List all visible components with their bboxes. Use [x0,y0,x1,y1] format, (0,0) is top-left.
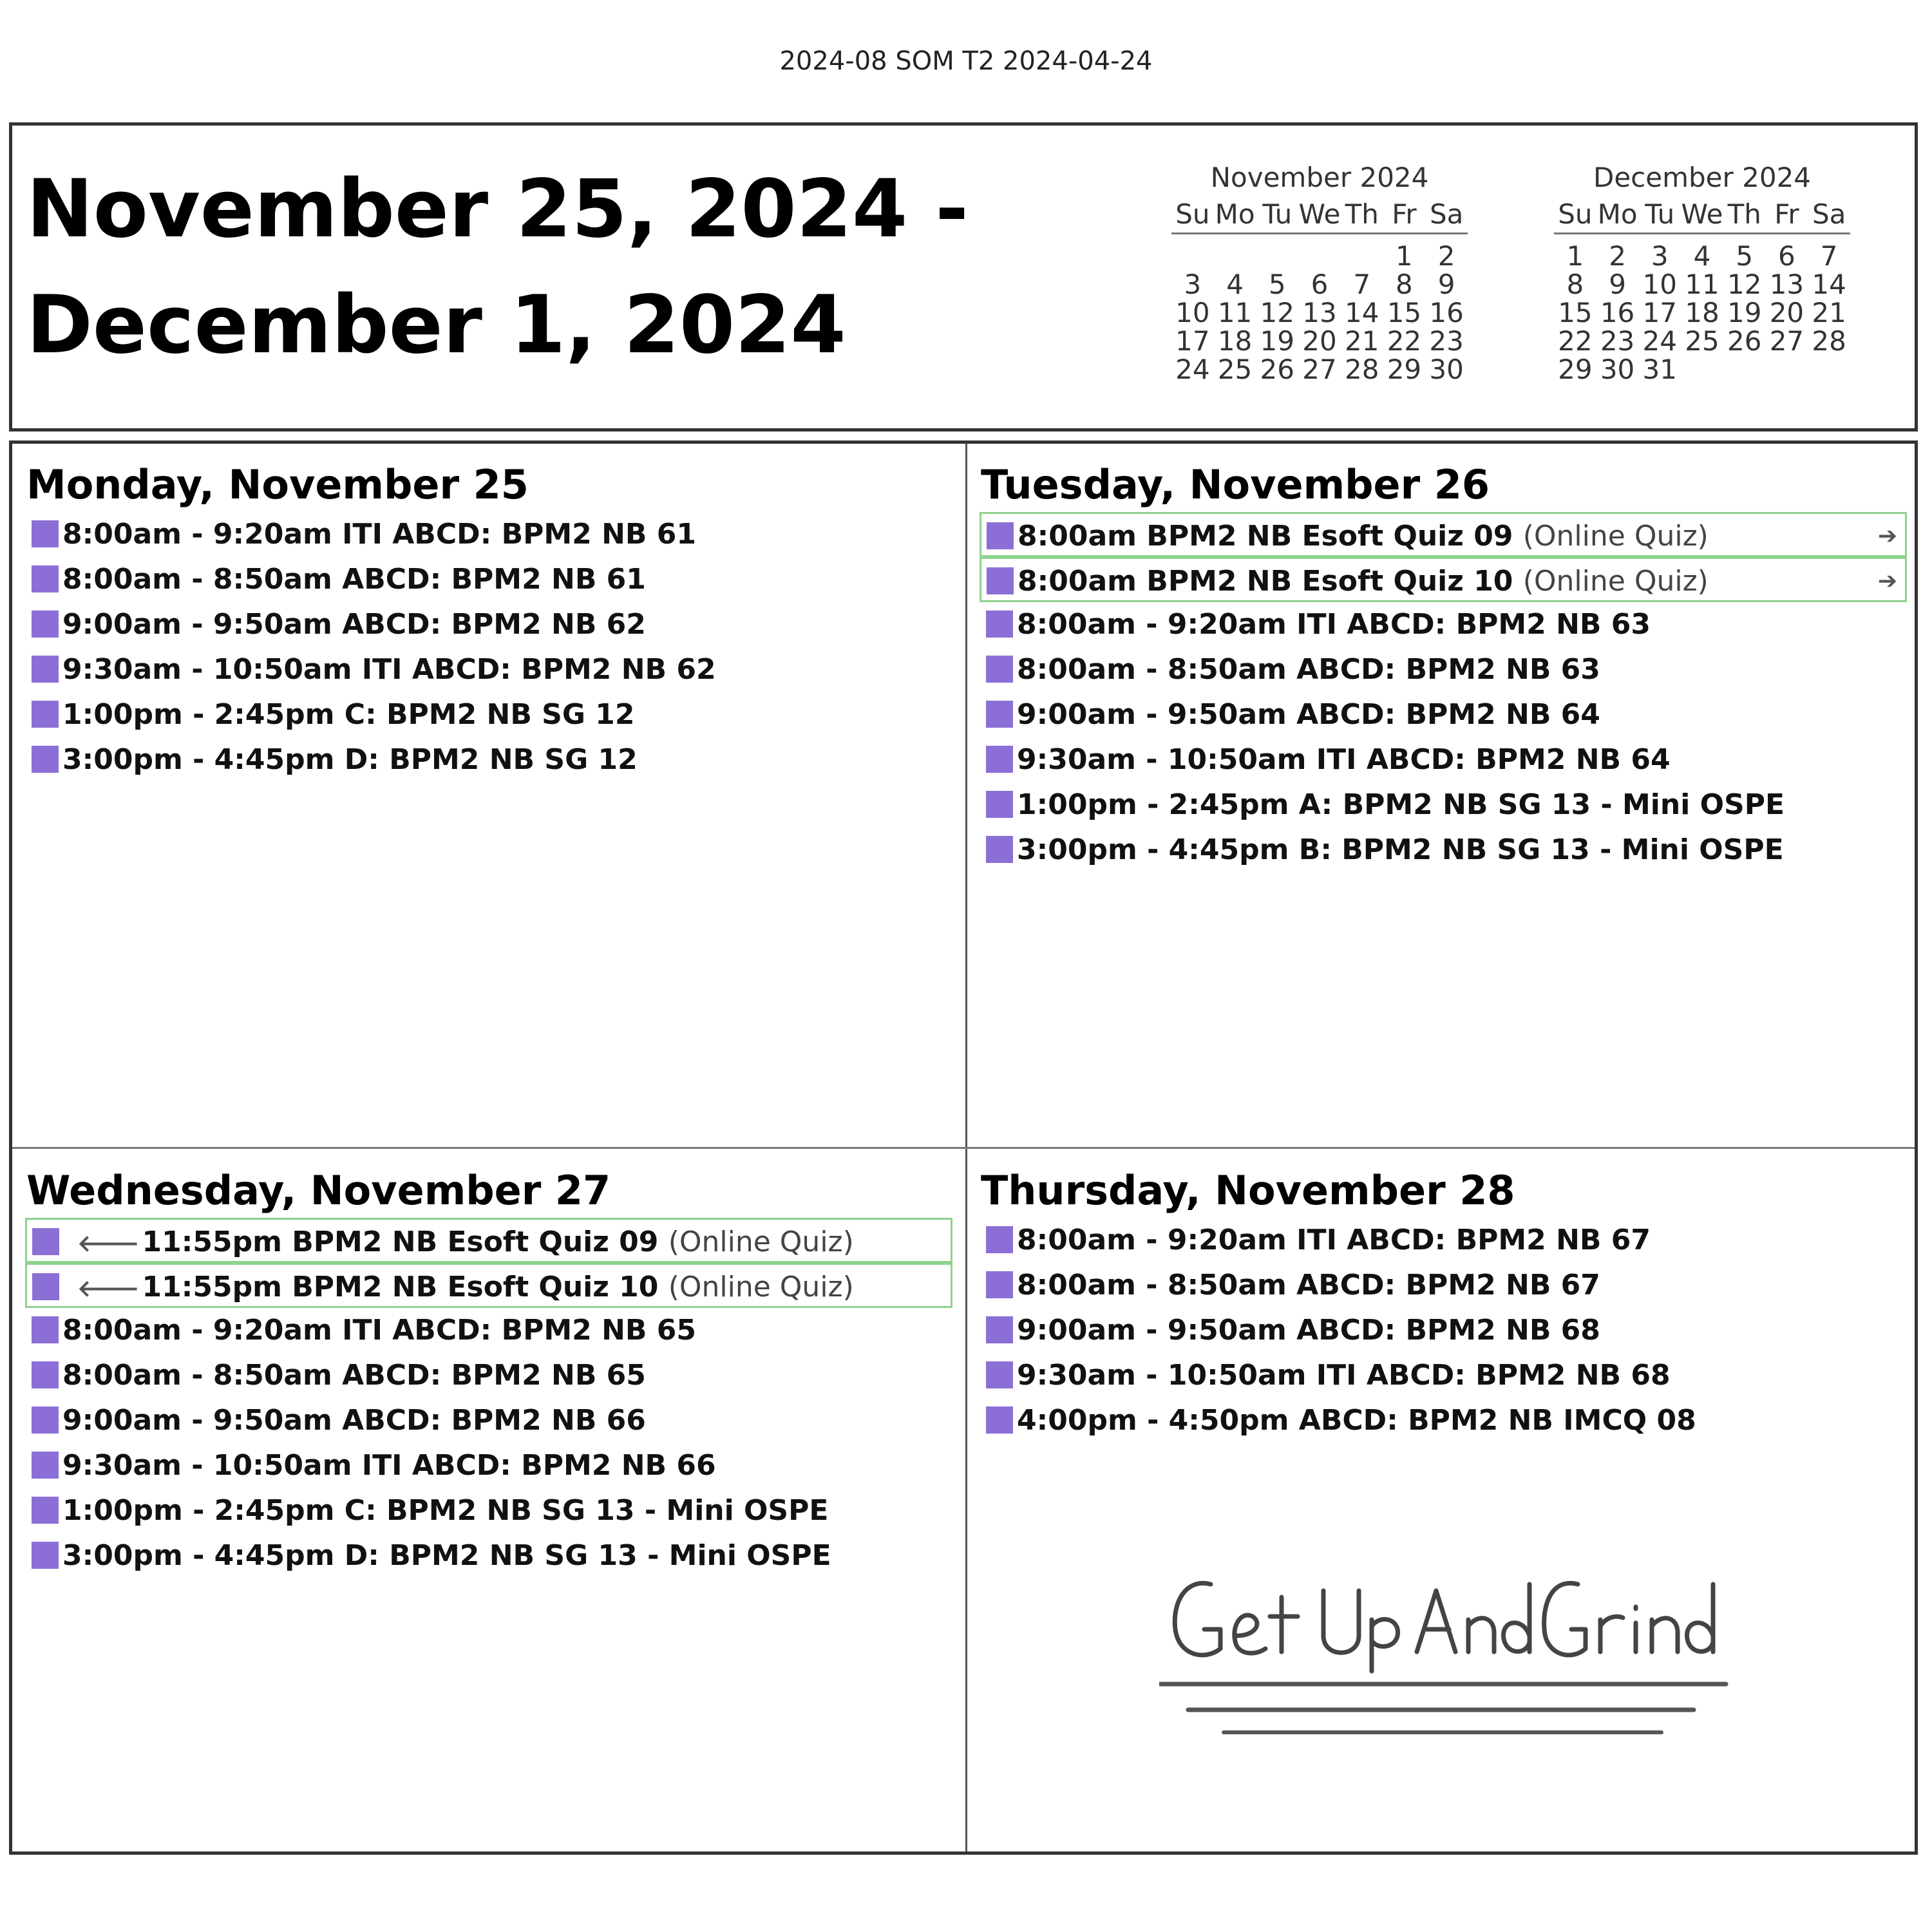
calendar-day: 19 [1260,325,1294,357]
category-color-square [986,656,1013,683]
event-text: 4:00pm - 4:50pm ABCD: BPM2 NB IMCQ 08 [1017,1404,1696,1437]
calendar-event[interactable] [980,828,1917,873]
calendar-day: 11 [1685,269,1719,300]
calendar-event[interactable] [25,1443,963,1488]
calendar-day: 4 [1226,269,1244,300]
calendar-day: 18 [1685,297,1719,328]
date-range-line-2: December 1, 2024 [26,279,846,372]
calendar-day: 5 [1268,269,1286,300]
category-color-square [32,746,59,773]
event-list [971,512,1917,873]
event-text: 11:55pm BPM2 NB Esoft Quiz 10 [142,1271,659,1303]
calendar-day: 21 [1344,325,1379,357]
event-text: 9:30am - 10:50am ITI ABCD: BPM2 NB 64 [1017,743,1671,776]
row-divider [12,1147,1915,1149]
calendar-event[interactable] [980,782,1917,828]
continued-arrow-icon: 🡐 [77,1276,140,1302]
weekday-label: Fr [1774,198,1799,230]
mini-calendar-november [1171,159,1468,384]
calendar-day: 7 [1820,240,1838,272]
day-wednesday [16,1164,963,1578]
calendar-day: 1 [1566,240,1584,272]
continues-arrow-icon: ➔ [1877,568,1897,594]
category-color-square [32,1316,59,1343]
calendar-day: 22 [1558,325,1593,357]
calendar-day: 25 [1217,354,1253,385]
calendar-day: 25 [1685,325,1719,357]
event-type-label: (Online Quiz) [1522,565,1709,598]
event-type-label: (Online Quiz) [1522,520,1709,553]
event-text: 8:00am - 8:50am ABCD: BPM2 NB 61 [62,563,646,596]
calendar-day: 3 [1184,269,1202,300]
event-text: 9:00am - 9:50am ABCD: BPM2 NB 62 [62,608,646,641]
day-title: Tuesday, November 26 [981,461,1490,508]
calendar-event[interactable] [25,647,963,692]
calendar-day: 27 [1302,354,1337,385]
calendar-day: 8 [1566,269,1584,300]
date-range-line-1: November 25, 2024 - [26,163,969,256]
day-monday [16,458,963,782]
header-panel [9,122,1918,431]
continued-arrow-icon: 🡐 [77,1231,140,1257]
category-color-square [32,1361,59,1388]
mini-calendar-weekdays [1171,196,1468,234]
event-text: 8:00am BPM2 NB Esoft Quiz 09 [1018,520,1513,553]
calendar-day: 9 [1609,269,1626,300]
mini-calendar-title: November 2024 [1210,162,1429,193]
calendar-day: 17 [1642,297,1677,328]
calendar-day: 27 [1769,325,1804,357]
calendar-day: 7 [1353,269,1371,300]
category-color-square [32,701,59,728]
calendar-event[interactable] [980,1263,1917,1308]
calendar-day: 3 [1651,240,1669,272]
weekday-label: Sa [1429,198,1464,230]
calendar-event[interactable] [980,1308,1917,1353]
event-text: 9:30am - 10:50am ITI ABCD: BPM2 NB 66 [62,1449,716,1482]
weekday-label: Tu [1645,198,1675,230]
event-list [971,1218,1917,1443]
event-text: 3:00pm - 4:45pm B: BPM2 NB SG 13 - Mini OSPE [1017,833,1784,866]
event-text: 8:00am BPM2 NB Esoft Quiz 10 [1018,565,1513,598]
mini-calendar-weekdays [1554,196,1850,234]
category-color-square [32,1228,59,1255]
calendar-day: 16 [1600,297,1635,328]
weekday-label: We [1681,198,1723,230]
weekday-label: Fr [1392,198,1417,230]
calendar-event[interactable] [25,557,963,602]
calendar-day: 12 [1260,297,1294,328]
category-color-square [32,1406,59,1434]
category-color-square [32,1452,59,1479]
calendar-day: 23 [1429,325,1464,357]
calendar-event[interactable] [25,1308,963,1353]
event-text: 9:00am - 9:50am ABCD: BPM2 NB 68 [1017,1314,1600,1347]
weekday-label: Tu [1262,198,1293,230]
calendar-event[interactable] [25,512,963,557]
calendar-day: 6 [1311,269,1329,300]
calendar-day: 10 [1642,269,1677,300]
calendar-day: 30 [1429,354,1464,385]
category-color-square [32,656,59,683]
calendar-day: 14 [1344,297,1379,328]
date-range-title [26,151,969,383]
calendar-day: 29 [1558,354,1593,385]
calendar-day: 26 [1727,325,1762,357]
category-color-square [32,611,59,638]
calendar-day: 23 [1600,325,1635,357]
calendar-day [1298,242,1341,270]
event-text: 8:00am - 9:20am ITI ABCD: BPM2 NB 63 [1017,608,1651,641]
calendar-day: 24 [1642,325,1677,357]
calendar-day: 2 [1609,240,1626,272]
mini-calendar-title: December 2024 [1593,162,1812,193]
calendar-day [1214,242,1256,270]
calendar-event[interactable] [25,1353,963,1398]
weekday-label: Mo [1597,198,1638,230]
category-color-square [32,520,59,547]
continues-arrow-icon: ➔ [1877,523,1897,549]
quiz-event[interactable] [980,557,1907,602]
print-header: 2024-08 SOM T2 2024-04-24 [779,46,1153,76]
calendar-day: 18 [1217,325,1253,357]
event-text: 8:00am - 9:20am ITI ABCD: BPM2 NB 67 [1017,1224,1651,1256]
event-text: 8:00am - 8:50am ABCD: BPM2 NB 63 [1017,653,1600,686]
calendar-day: 26 [1260,354,1294,385]
calendar-event[interactable] [25,737,963,782]
calendar-day: 13 [1769,269,1804,300]
weekday-label: Su [1558,198,1593,230]
calendar-event[interactable] [980,737,1917,782]
category-color-square [32,1497,59,1524]
calendar-day: 19 [1727,297,1762,328]
calendar-day: 15 [1387,297,1422,328]
calendar-day: 10 [1175,297,1210,328]
category-color-square [986,746,1013,773]
event-type-label: (Online Quiz) [668,1271,854,1303]
calendar-day: 17 [1175,325,1210,357]
calendar-day: 9 [1437,269,1455,300]
event-text: 8:00am - 8:50am ABCD: BPM2 NB 65 [62,1359,646,1392]
event-text: 9:00am - 9:50am ABCD: BPM2 NB 66 [62,1404,646,1437]
event-text: 1:00pm - 2:45pm A: BPM2 NB SG 13 - Mini OSPE [1017,788,1785,821]
calendar-event[interactable] [980,692,1917,737]
calendar-event[interactable] [980,1353,1917,1398]
category-color-square [32,565,59,592]
calendar-day: 28 [1344,354,1379,385]
calendar-day [1341,242,1383,270]
calendar-day: 20 [1302,325,1337,357]
category-color-square [986,701,1013,728]
weekday-label: We [1298,198,1341,230]
calendar-event[interactable] [980,602,1917,647]
weekday-label: Sa [1812,198,1846,230]
calendar-day: 31 [1642,354,1677,385]
mini-calendar-days [1554,242,1850,384]
quiz-event[interactable] [25,1263,952,1308]
weekday-label: Th [1727,198,1761,230]
calendar-day: 11 [1217,297,1253,328]
event-text: 8:00am - 9:20am ITI ABCD: BPM2 NB 65 [62,1314,696,1347]
calendar-day: 6 [1778,240,1795,272]
category-color-square [32,1542,59,1569]
calendar-event[interactable] [980,1398,1917,1443]
calendar-day: 8 [1396,269,1413,300]
calendar-event[interactable] [980,647,1917,692]
category-color-square [987,522,1014,549]
quiz-event[interactable] [980,512,1907,557]
category-color-square [986,791,1013,818]
quiz-event[interactable] [25,1218,952,1263]
category-color-square [986,1226,1013,1253]
day-tuesday [971,458,1917,873]
event-text: 8:00am - 9:20am ITI ABCD: BPM2 NB 61 [62,518,696,551]
calendar-event[interactable] [25,602,963,647]
category-color-square [986,611,1013,638]
day-title: Monday, November 25 [26,461,529,508]
event-text: 3:00pm - 4:45pm D: BPM2 NB SG 13 - Mini OSPE [62,1539,831,1572]
event-list [16,512,963,782]
event-text: 9:30am - 10:50am ITI ABCD: BPM2 NB 62 [62,653,716,686]
calendar-event[interactable] [25,1398,963,1443]
weekday-label: Mo [1215,198,1255,230]
calendar-day: 15 [1558,297,1593,328]
calendar-event[interactable] [25,692,963,737]
event-type-label: (Online Quiz) [668,1226,854,1258]
calendar-day [1256,242,1298,270]
category-color-square [986,1271,1013,1298]
calendar-day: 28 [1812,325,1846,357]
day-title: Thursday, November 28 [981,1167,1515,1214]
day-title: Wednesday, November 27 [26,1167,611,1214]
calendar-day: 1 [1396,240,1413,272]
event-text: 1:00pm - 2:45pm C: BPM2 NB SG 13 - Mini OSPE [62,1494,829,1527]
calendar-day: 16 [1429,297,1464,328]
event-text: 11:55pm BPM2 NB Esoft Quiz 09 [142,1226,659,1258]
calendar-day: 2 [1437,240,1455,272]
weekday-label: Su [1175,198,1210,230]
calendar-day: 14 [1812,269,1846,300]
event-text: 9:30am - 10:50am ITI ABCD: BPM2 NB 68 [1017,1359,1671,1392]
event-list [16,1218,963,1578]
calendar-event[interactable] [25,1533,963,1578]
event-text: 3:00pm - 4:45pm D: BPM2 NB SG 12 [62,743,638,776]
weekday-label: Th [1345,198,1379,230]
handwritten-note [1159,1546,1739,1739]
calendar-day: 5 [1736,240,1754,272]
calendar-day: 12 [1727,269,1762,300]
calendar-day: 30 [1600,354,1635,385]
calendar-event[interactable] [980,1218,1917,1263]
calendar-day: 21 [1812,297,1846,328]
calendar-day: 22 [1387,325,1422,357]
calendar-day: 4 [1693,240,1711,272]
event-text: 8:00am - 8:50am ABCD: BPM2 NB 67 [1017,1269,1600,1302]
category-color-square [987,567,1014,594]
category-color-square [986,836,1013,863]
calendar-day [1171,242,1214,270]
mini-calendar-days [1171,242,1468,384]
mini-calendar-december [1554,159,1850,384]
calendar-day: 29 [1387,354,1422,385]
category-color-square [32,1273,59,1300]
category-color-square [986,1361,1013,1388]
category-color-square [986,1406,1013,1434]
event-text: 1:00pm - 2:45pm C: BPM2 NB SG 12 [62,698,635,731]
category-color-square [986,1316,1013,1343]
calendar-event[interactable] [25,1488,963,1533]
event-text: 9:00am - 9:50am ABCD: BPM2 NB 64 [1017,698,1600,731]
calendar-day: 24 [1175,354,1210,385]
day-thursday [971,1164,1917,1443]
calendar-day: 13 [1302,297,1337,328]
calendar-day: 20 [1769,297,1804,328]
